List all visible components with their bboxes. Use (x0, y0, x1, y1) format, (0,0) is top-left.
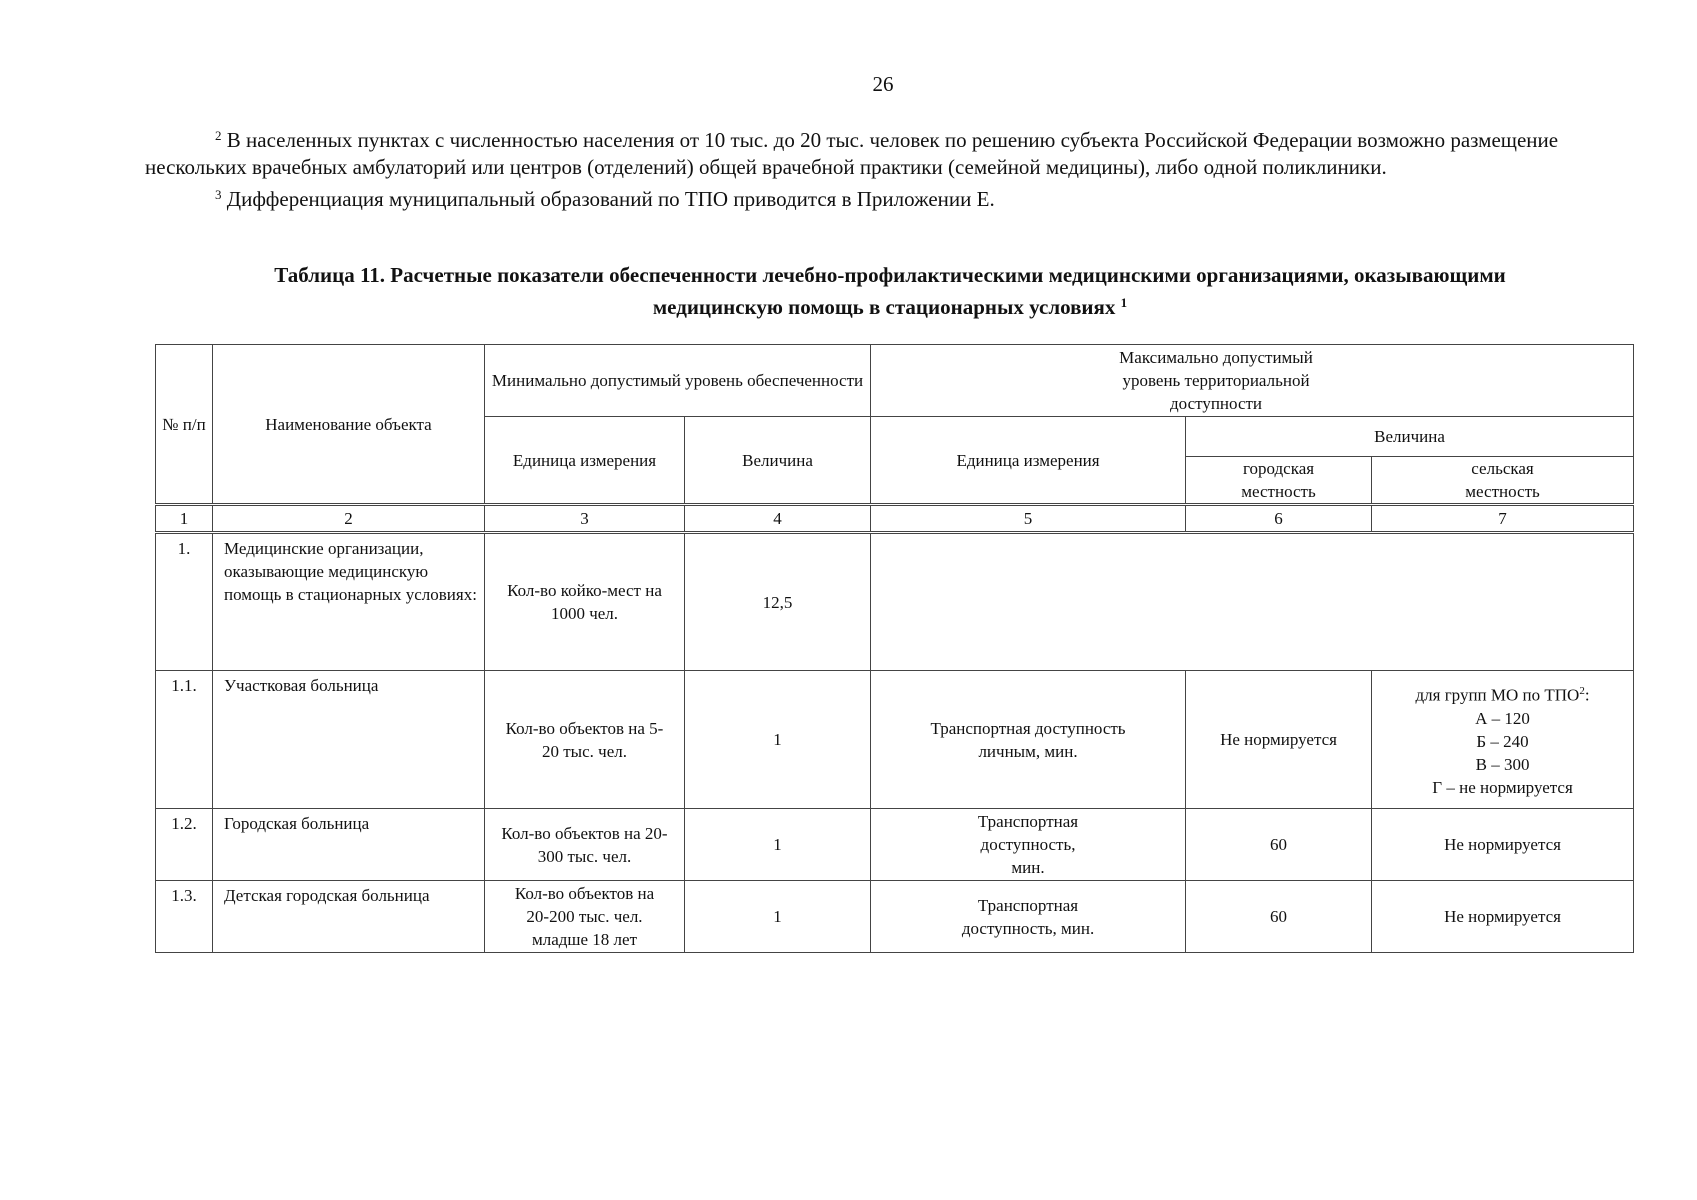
footnote-2-text: В населенных пунктах с численностью населения от 10 тыс. до 20 тыс. человек по решению субъекта Российской Федерации возможно размещение нескольких врачебных амбулаторий или центров (отделений) общей врачебной практики (семейной медицины), либо одной поликлиники. (145, 128, 1559, 179)
row-number: 1. (156, 533, 213, 671)
header-num: № п/п (156, 345, 213, 505)
value-min: 1 (685, 809, 871, 881)
header-unit-max: Единица измерения (871, 417, 1186, 505)
header-value-max: Величина (1186, 417, 1634, 457)
value-urban: Не нормируется (1186, 671, 1372, 809)
unit-min (485, 809, 685, 881)
header-urban (1186, 457, 1372, 505)
footnotes (145, 122, 1625, 213)
unit-min (485, 533, 685, 671)
header-name: Наименование объекта (213, 345, 485, 505)
value-urban: 60 (1186, 881, 1372, 953)
unit-max-line: доступность, (980, 835, 1076, 854)
value-min: 1 (685, 671, 871, 809)
unit-max-line: мин. (1011, 858, 1045, 877)
unit-min-text: Кол-во объектов на 5-20 тыс. чел. (505, 718, 664, 761)
table-title-footnote-marker: 1 (1120, 295, 1128, 310)
header-min-level: Минимально допустимый уровень обеспеченности (485, 345, 871, 417)
header-rural (1372, 457, 1634, 505)
table-title-line-2 (145, 289, 1635, 321)
unit-max (871, 671, 1186, 809)
value-min: 12,5 (685, 533, 871, 671)
row-number: 1.2. (156, 809, 213, 881)
header-max-level-text: Максимально допустимый уровень территориальной доступности (1119, 348, 1313, 413)
header-rural-text: сельская местность (1465, 459, 1540, 501)
unit-max-text: Транспортная доступность личным, мин. (930, 718, 1126, 761)
unit-min-line: Кол-во объектов на (514, 884, 655, 903)
column-number: 2 (213, 505, 485, 533)
unit-max-line: Транспортная (977, 812, 1079, 831)
table-title-line-1: Таблица 11. Расчетные показатели обеспеченности лечебно-профилактическими медицинскими организациями, оказывающими (274, 263, 1506, 287)
column-number: 3 (485, 505, 685, 533)
header-unit-min: Единица измерения (485, 417, 685, 505)
rural-group-b: Б – 240 (1476, 731, 1529, 751)
footnote-3-text: Дифференциация муниципальный образований по ТПО приводится в Приложении Е. (221, 187, 995, 211)
header-row-1 (156, 345, 1634, 417)
object-name: Медицинские организации, оказывающие медицинскую помощь в стационарных условиях: (213, 533, 485, 671)
footnote-3-marker: 3 (215, 187, 222, 202)
table-row (156, 533, 1634, 671)
rural-intro-colon: : (1584, 685, 1590, 705)
unit-min-text: Кол-во объектов на 20-300 тыс. чел. (501, 823, 668, 866)
value-min: 1 (685, 881, 871, 953)
header-value-min: Величина (685, 417, 871, 505)
table-row (156, 671, 1634, 809)
rural-intro-text: для групп МО по ТПО (1415, 685, 1580, 705)
indicators-table (155, 344, 1634, 953)
footnote-2-marker: 2 (215, 128, 222, 143)
footnote-2 (145, 122, 1625, 181)
column-number: 6 (1186, 505, 1372, 533)
column-number: 1 (156, 505, 213, 533)
rural-footnote-marker: 2 (1579, 685, 1585, 698)
header-urban-text: городская местность (1241, 459, 1316, 501)
unit-max-line: Транспортная (977, 895, 1079, 915)
value-urban: 60 (1186, 809, 1372, 881)
rural-intro (1376, 680, 1629, 707)
unit-max (871, 809, 1186, 881)
page-number: 26 (872, 72, 894, 96)
table-row (156, 881, 1634, 953)
empty-merged-cell (871, 533, 1634, 671)
unit-min (485, 881, 685, 953)
object-name: Участковая больница (213, 671, 485, 809)
rural-group-a: А – 120 (1475, 708, 1530, 728)
row-number: 1.1. (156, 671, 213, 809)
column-number-row (156, 505, 1634, 533)
unit-min-line: 20-200 тыс. чел. (526, 907, 643, 926)
unit-min-text: Кол-во койко-мест на 1000 чел. (507, 581, 662, 623)
object-name: Городская больница (213, 809, 485, 881)
column-number: 5 (871, 505, 1186, 533)
column-number: 4 (685, 505, 871, 533)
row-number: 1.3. (156, 881, 213, 953)
header-max-level (871, 345, 1634, 417)
table-title-line-2-text: медицинскую помощь в стационарных условиях (652, 295, 1121, 319)
unit-min-line: младше 18 лет (531, 930, 638, 949)
unit-max (871, 881, 1186, 953)
value-rural (1372, 671, 1634, 809)
value-rural: Не нормируется (1372, 881, 1634, 953)
unit-min (485, 671, 685, 809)
rural-group-g: Г – не нормируется (1432, 777, 1573, 797)
unit-max-line: доступность, мин. (961, 918, 1095, 938)
footnote-3 (145, 181, 1625, 213)
table-row (156, 809, 1634, 881)
object-name: Детская городская больница (213, 881, 485, 953)
rural-group-v: В – 300 (1475, 754, 1530, 774)
value-rural: Не нормируется (1372, 809, 1634, 881)
table-title (145, 261, 1635, 321)
column-number: 7 (1372, 505, 1634, 533)
